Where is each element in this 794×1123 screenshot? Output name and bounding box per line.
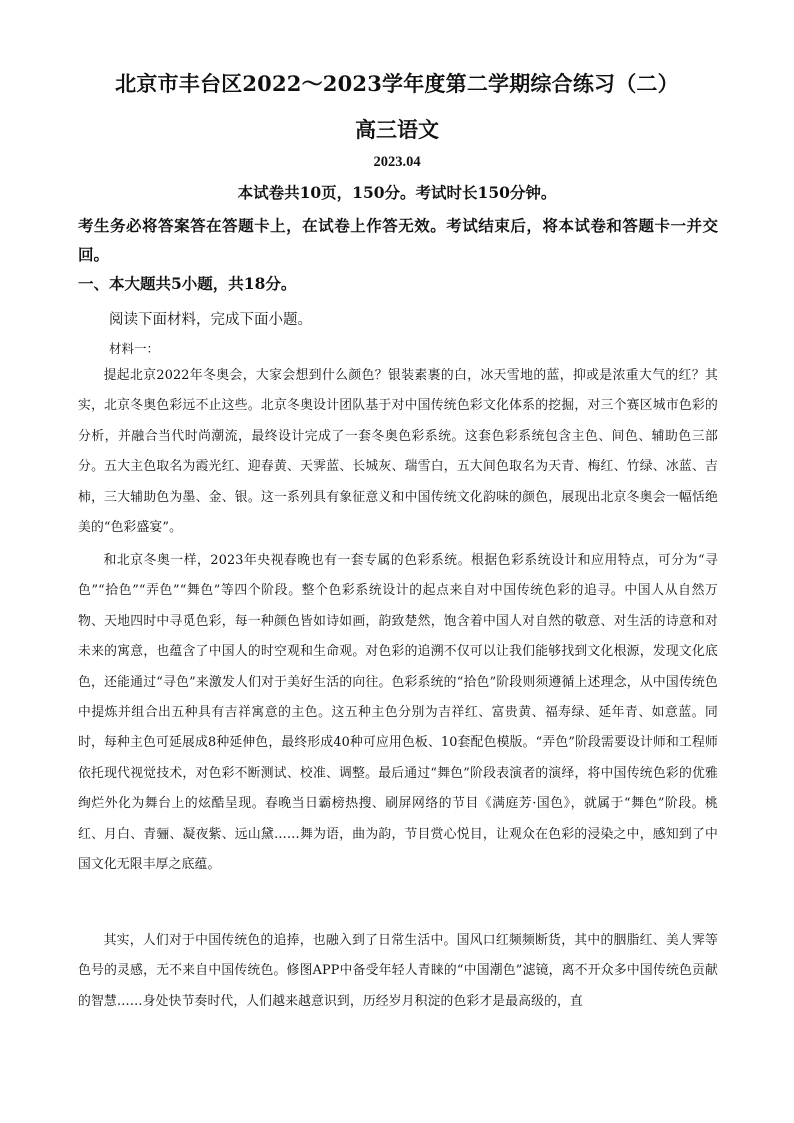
exam-title: 北京市丰台区2022～2023学年度第二学期综合练习（二）	[115, 71, 679, 96]
material-label: 材料一：	[109, 341, 160, 356]
section-intro: 阅读下面材料，完成下面小题。	[109, 312, 312, 328]
exam-notice: 考生务必将答案答在答题卡上，在试卷上作答无效。考试结束后，将本试卷和答题卡一并交回。	[78, 216, 718, 264]
paragraph-text: 其实，人们对于中国传统色的追捧，也融入到了日常生活中。国风口红频频断货，其中的胭脂红、美人霁等色号的灵感，无不来自中国传统色。修图APP中备受年轻人青睐的“中国潮色”滤镜，离不开众多中国传统色贡献的智慧……身处快节奏时代，人们越来越意识到，历经岁月积淀的色彩才是最高级的，直	[78, 933, 718, 1009]
exam-info: 本试卷共10页，150分。考试时长150分钟。	[237, 183, 557, 202]
body-paragraph-2	[78, 546, 718, 880]
exam-subject: 高三语文	[355, 117, 439, 142]
section-heading: 一、本大题共5小题，共18分。	[78, 274, 297, 293]
body-paragraph-3	[78, 926, 718, 1017]
exam-date: 2023.04	[373, 154, 421, 170]
paragraph-text: 提起北京2022年冬奥会，大家会想到什么颜色？银装素裹的白，冰天雪地的蓝，抑或是浓重大气的红？其实，北京冬奥色彩远不止这些。北京冬奥设计团队基于对中国传统色彩文化体系的挖掘，对三个赛区城市色彩的分析，并融合当代时尚潮流，最终设计完成了一套冬奥色彩系统。这套色彩系统包含主色、间色、辅助色三部分。五大主色取名为霞光红、迎春黄、天霁蓝、长城灰、瑞雪白，五大间色取名为天青、梅红、竹绿、冰蓝、吉柿，三大辅助色为墨、金、银。这一系列具有象征意义和中国传统文化韵味的颜色，展现出北京冬奥会一幅恬绝美的“色彩盛宴”。	[78, 368, 718, 536]
paragraph-text: 和北京冬奥一样，2023年央视春晚也有一套专属的色彩系统。根据色彩系统设计和应用特点，可分为“寻色”“拾色”“弄色”“舞色”等四个阶段。整个色彩系统设计的起点来自对中国传统色彩的追寻。中国人从自然万物、天地四时中寻觅色彩，每一种颜色皆如诗如画，韵致楚然，饱含着中国人对自然的敬意、对生活的诗意和对未来的寓意，也蕴含了中国人的时空观和生命观。对色彩的追溯不仅可以让我们能够找到文化根源，发现文化底色，还能通过“寻色”来激发人们对于美好生活的向往。色彩系统的“拾色”阶段则须遵循上述理念，从中国传统色中提炼并组合出五种具有吉祥寓意的主色。这五种主色分别为吉祥红、富贵黄、福寿绿、延年青、如意蓝。同时，每种主色可延展成8种延伸色，最终形成40种可应用色板、10套配色模版。“弄色”阶段需要设计师和工程师依托现代视觉技术，对色彩不断测试、校准、调整。最后通过“舞色”阶段表演者的演绎，将中国传统色彩的优雅绚烂外化为舞台上的炫酷呈现。春晚当日霸榜热搜、刷屏网络的节目《满庭芳·国色》，就属于“舞色”阶段。桃红、月白、青骊、凝夜紫、远山黛……舞为语，曲为韵，节目赏心悦目，让观众在色彩的浸染之中，感知到了中国文化无限丰厚之底蕴。	[78, 553, 718, 873]
body-paragraph-1	[78, 361, 718, 543]
